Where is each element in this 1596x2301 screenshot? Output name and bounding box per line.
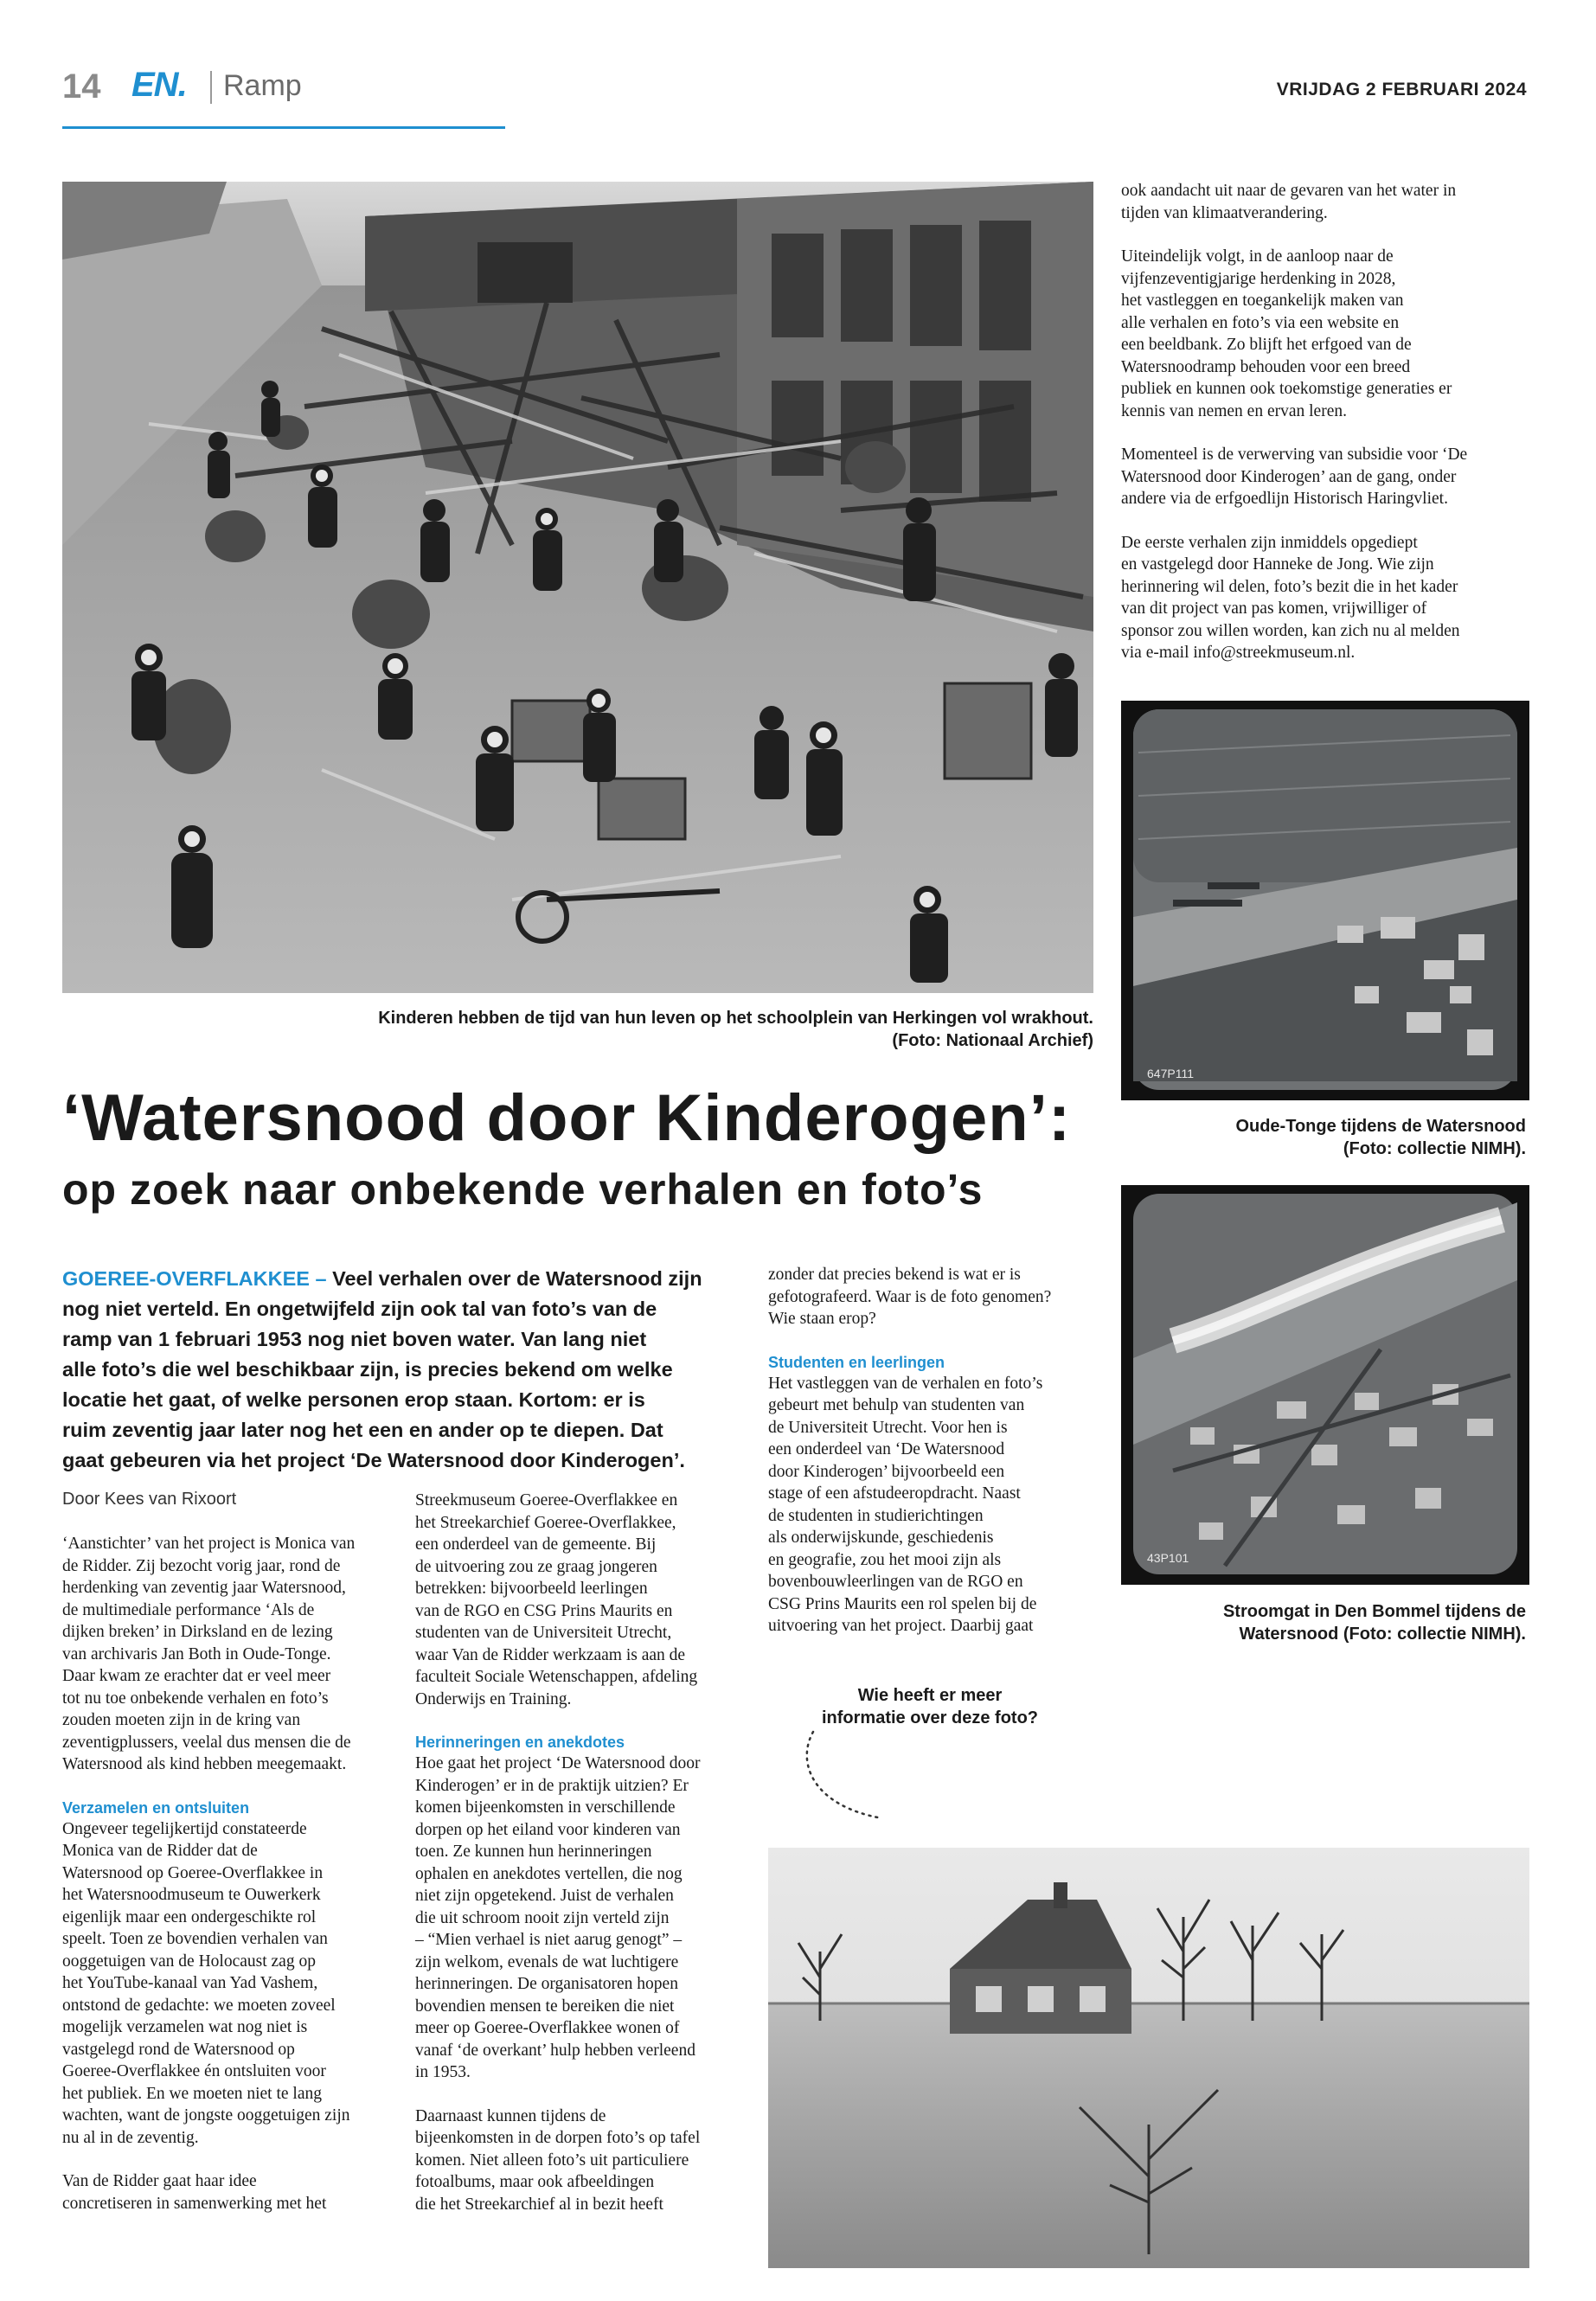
col3-line: en geografie, zou het mooi zijn als <box>768 1550 1002 1569</box>
callout-line2: informatie over deze foto? <box>821 1708 1039 1727</box>
col1-line: Watersnood op Goeree-Overflakkee in <box>62 1863 324 1882</box>
oude-tonge-caption <box>1121 1115 1526 1160</box>
oude-tonge-caption-line2: (Foto: collectie NIMH). <box>1343 1139 1526 1158</box>
col2-line: Hoe gaat het project ‘De Watersnood door <box>415 1754 701 1772</box>
col2-line: waar Van de Ridder werkzaam is aan de <box>415 1645 686 1664</box>
col1-line: Goeree-Overflakkee én ontsluiten voor <box>62 2062 326 2080</box>
col3-paragraph-1 <box>768 1264 1106 1330</box>
col4-line: kennis van nemen en ervan leren. <box>1121 401 1347 420</box>
column-4-text <box>1121 180 1541 664</box>
col1-line: mogelijk verzamelen wat nog niet is <box>62 2018 308 2036</box>
subhead-verzamelen: Verzamelen en ontsluiten <box>62 1798 250 1817</box>
col1-line: herdenking van zeventig jaar Watersnood, <box>62 1579 346 1597</box>
den-bommel-frame-label: 43P101 <box>1147 1551 1189 1565</box>
col4-line: tijden van klimaatverandering. <box>1121 203 1328 222</box>
col2-paragraph-3 <box>415 2106 761 2216</box>
col3-line: zonder dat precies bekend is wat er is <box>768 1266 1021 1284</box>
col2-line: van de RGO en CSG Prins Maurits en <box>415 1601 673 1620</box>
main-photo-caption-line1: Kinderen hebben de tijd van hun leven op het schoolplein van Herkingen vol wrakhout. <box>378 1009 1093 1028</box>
subhead-herinneringen: Herinneringen en anekdotes <box>415 1734 625 1751</box>
column-2-text <box>415 1490 761 2215</box>
col2-line: het Streekarchief Goeree-Overflakkee, <box>415 1513 676 1532</box>
col1-line: de multimediale performance ‘Als de <box>62 1600 315 1619</box>
callout-dotted-pointer <box>796 1728 891 1823</box>
col3-line: door Kinderogen’ bijvoorbeeld een <box>768 1462 1005 1481</box>
col1-line: zeventigplussers, veelal dus mensen die de <box>62 1733 351 1752</box>
col1-line: zouden moeten zijn in de kring van <box>62 1711 301 1729</box>
col2-line: – “Mien verhael is niet aarug genogt” – <box>415 1931 683 1949</box>
article-headline: ‘Watersnood door Kinderogen’: <box>62 1081 1072 1155</box>
lead-line: ramp van 1 februari 1953 nog niet boven water. Van lang niet <box>62 1328 647 1350</box>
col2-paragraph-2 <box>415 1753 761 2084</box>
col2-line: in 1953. <box>415 2063 471 2081</box>
col4-paragraph-3 <box>1121 444 1541 510</box>
oude-tonge-frame-label: 647P111 <box>1147 1067 1194 1080</box>
photo-den-bommel-aerial <box>1121 1185 1529 1585</box>
col4-line: ook aandacht uit naar de gevaren van het water in <box>1121 182 1457 200</box>
col2-line: komen. Niet alleen foto’s uit particuliere <box>415 2150 689 2170</box>
col1-line: wachten, want de jongste ooggetuigen zijn <box>62 2106 350 2125</box>
col1-line: concretiseren in samenwerking met het <box>62 2194 327 2213</box>
lead-line: gaat gebeuren via het project ‘De Watersnood door Kinderogen’. <box>62 1449 685 1471</box>
lead-line: nog niet verteld. En ongetwijfeld zijn ook tal van foto’s van de <box>62 1298 657 1320</box>
col1-line: dijken breken’ in Dirksland en de lezing <box>62 1623 333 1641</box>
col1-line: vastgelegd rond de Watersnood op <box>62 2040 295 2059</box>
col2-line: die uit schroom nooit zijn verteld zijn <box>415 1908 670 1927</box>
subhead-studenten: Studenten en leerlingen <box>768 1353 945 1371</box>
col4-line: het vastleggen en toegankelijk maken van <box>1121 292 1404 310</box>
col2-line: de uitvoering zou ze graag jongeren <box>415 1557 657 1576</box>
col3-line: stage of een afstudeeropdracht. Naast <box>768 1484 1021 1503</box>
byline: Door Kees van Rixoort <box>62 1490 237 1509</box>
col3-paragraph-2 <box>768 1373 1106 1638</box>
col2-line: dorpen op het eiland voor kinderen van <box>415 1820 681 1839</box>
oude-tonge-caption-line1: Oude-Tonge tijdens de Watersnood <box>1235 1117 1526 1136</box>
col4-line: andere via de erfgoedlijn Historisch Haringvliet. <box>1121 490 1448 508</box>
lead-text <box>62 1267 746 1476</box>
col4-line: De eerste verhalen zijn inmiddels opgediept <box>1121 533 1418 552</box>
lead-line: ruim zeventig jaar later nog het een en ander op te diepen. Dat <box>62 1419 663 1441</box>
col3-line: CSG Prins Maurits een rol spelen bij de <box>768 1594 1037 1613</box>
den-bommel-caption-line1: Stroomgat in Den Bommel tijdens de <box>1222 1602 1526 1621</box>
newspaper-logo[interactable]: EN. <box>131 66 187 104</box>
col3-line: gefotografeerd. Waar is de foto genomen? <box>768 1287 1052 1306</box>
col2-line: zijn welkom, evenals de wat luchtigere <box>415 1952 679 1971</box>
col3-line: uitvoering van het project. Daarbij gaat <box>768 1617 1034 1635</box>
col4-line: publiek en kunnen ook toekomstige generaties er <box>1121 380 1452 398</box>
col1-line: ontstond de gedachte: we moeten zoveel <box>62 1996 336 2015</box>
col2-line: bijeenkomsten in de dorpen foto’s op tafel <box>415 2129 701 2147</box>
photo-schoolyard-herkingen <box>62 182 1093 993</box>
main-photo-caption-credit: (Foto: Nationaal Archief) <box>892 1031 1093 1050</box>
col1-line: eigenlijk maar een ondergeschikte rol <box>62 1907 317 1926</box>
section-name: Ramp <box>223 69 302 102</box>
col2-line: fotoalbums, maar ook afbeeldingen <box>415 2173 655 2191</box>
col3-line: als onderwijskunde, geschiedenis <box>768 1529 994 1547</box>
page-number: 14 <box>62 67 101 106</box>
col3-line: bovenbouwleerlingen van de RGO en <box>768 1573 1023 1591</box>
col4-line: alle verhalen en foto’s via een website en <box>1121 313 1400 332</box>
lead-line: Veel verhalen over de Watersnood zijn <box>326 1267 702 1290</box>
den-bommel-caption-line2: Watersnood (Foto: collectie NIMH). <box>1239 1625 1526 1644</box>
col2-line: meer op Goeree-Overflakkee wonen of <box>415 2019 680 2037</box>
col4-paragraph-1 <box>1121 180 1541 224</box>
col2-line: herinneringen. De organisatoren hopen <box>415 1975 678 1993</box>
col2-line: Kinderogen’ er in de praktijk uitzien? Er <box>415 1776 689 1795</box>
col2-line: bovendien mensen te bereiken die niet <box>415 1997 675 2016</box>
col2-line: die het Streekarchief al in bezit heeft <box>415 2195 663 2214</box>
column-3-text <box>768 1264 1106 1638</box>
photo-question-callout <box>800 1684 1060 1729</box>
col3-line: de studenten in studierichtingen <box>768 1506 984 1525</box>
col1-paragraph-2 <box>62 1818 400 2150</box>
issue-date: VRIJDAG 2 FEBRUARI 2024 <box>1276 80 1527 99</box>
header-rule <box>62 126 505 129</box>
col4-line: herinnering wil delen, foto’s bezit die in het kader <box>1121 577 1458 596</box>
lead-line: locatie het gaat, of welke personen erop staan. Kortom: er is <box>62 1388 645 1411</box>
col2-line: komen bijeenkomsten in verschillende <box>415 1798 676 1817</box>
photo-flooded-house <box>768 1848 1529 2268</box>
col4-line: Watersnood door Kinderogen’ aan de gang, onder <box>1121 467 1457 486</box>
callout-line1: Wie heeft er meer <box>857 1686 1003 1705</box>
lead-dateline: GOEREE-OVERFLAKKEE – <box>62 1267 327 1290</box>
main-photo-caption <box>260 1007 1093 1052</box>
col4-line: via e-mail info@streekmuseum.nl. <box>1121 644 1356 662</box>
col4-line: Watersnoodramp behouden voor een breed <box>1121 357 1411 376</box>
col3-line: Het vastleggen van de verhalen en foto’s <box>768 1374 1043 1393</box>
col2-line: faculteit Sociale Wetenschappen, afdeling <box>415 1668 698 1686</box>
col2-paragraph-1 <box>415 1490 761 1710</box>
col2-line: studenten van de Universiteit Utrecht, <box>415 1624 672 1642</box>
col1-paragraph-1 <box>62 1533 400 1776</box>
col3-line: Wie staan erop? <box>768 1310 876 1328</box>
photo-oude-tonge-aerial <box>1121 701 1529 1100</box>
col4-paragraph-4 <box>1121 532 1541 664</box>
col2-line: betrekken: bijvoorbeeld leerlingen <box>415 1580 648 1598</box>
col4-line: en vastgelegd door Hanneke de Jong. Wie zijn <box>1121 555 1434 574</box>
column-1-text <box>62 1533 400 2214</box>
col3-line: de Universiteit Utrecht. Voor hen is <box>768 1418 1008 1437</box>
den-bommel-caption <box>1121 1600 1526 1645</box>
col1-line: ‘Aanstichter’ van het project is Monica van <box>62 1535 356 1553</box>
col1-line: Daar kwam ze erachter dat er veel meer <box>62 1667 331 1685</box>
col4-paragraph-2 <box>1121 246 1541 422</box>
col1-line: Ongeveer tegelijkertijd constateerde <box>62 1819 307 1838</box>
col1-line: Van de Ridder gaat haar idee <box>62 2172 257 2190</box>
col4-line: Uiteindelijk volgt, in de aanloop naar de <box>1121 247 1394 266</box>
lead-line: alle foto’s die wel beschikbaar zijn, is precies bekend om welke <box>62 1358 673 1381</box>
col4-line: van dit project van pas komen, vrijwilliger of <box>1121 599 1427 618</box>
col1-line: Watersnood als kind hebben meegemaakt. <box>62 1755 347 1773</box>
col3-line: een onderdeel van ‘De Watersnood <box>768 1440 1005 1458</box>
col2-line: niet zijn opgetekend. Juist de verhalen <box>415 1887 674 1905</box>
col2-line: Onderwijs en Training. <box>415 1689 572 1708</box>
col2-line: Daarnaast kunnen tijdens de <box>415 2106 606 2125</box>
col1-line: het publiek. En we moeten niet te lang <box>62 2084 322 2103</box>
header-separator <box>210 71 212 104</box>
col2-line: Streekmuseum Goeree-Overflakkee en <box>415 1491 678 1509</box>
article-subheadline: op zoek naar onbekende verhalen en foto’s <box>62 1165 984 1214</box>
col4-line: sponsor zou willen worden, kan zich nu al melden <box>1121 621 1460 640</box>
col1-line: van archivaris Jan Both in Oude-Tonge. <box>62 1644 331 1663</box>
col1-line: tot nu toe onbekende verhalen en foto’s <box>62 1689 329 1708</box>
col2-line: ophalen en anekdotes vertellen, die nog <box>415 1864 683 1883</box>
col1-line: de Ridder. Zij bezocht vorig jaar, rond de <box>62 1556 341 1575</box>
col1-line: het Watersnoodmuseum te Ouwerkerk <box>62 1886 321 1904</box>
col4-line: een beeldbank. Zo blijft het erfgoed van de <box>1121 336 1412 354</box>
article-lead <box>62 1264 746 1476</box>
col1-line: het YouTube-kanaal van Yad Vashem, <box>62 1974 318 1992</box>
col2-line: toen. Ze kunnen hun herinneringen <box>415 1843 652 1861</box>
col3-line: gebeurt met behulp van studenten van <box>768 1396 1025 1414</box>
col4-line: vijfenzeventigjarige herdenking in 2028, <box>1121 269 1396 288</box>
col1-line: nu al in de zeventig. <box>62 2128 199 2147</box>
col1-line: ooggetuigen van de Holocaust zag op <box>62 1952 316 1971</box>
col2-line: een onderdeel van de gemeente. Bij <box>415 1535 657 1554</box>
col1-line: Monica van de Ridder dat de <box>62 1842 258 1860</box>
col1-line: speelt. Toen ze bovendien verhalen van <box>62 1930 328 1948</box>
col4-line: Momenteel is de verwerving van subsidie voor ‘De <box>1121 445 1468 464</box>
col1-paragraph-3 <box>62 2170 400 2214</box>
col2-line: vanaf ‘de overkant’ hulp hebben verleend <box>415 2041 695 2060</box>
